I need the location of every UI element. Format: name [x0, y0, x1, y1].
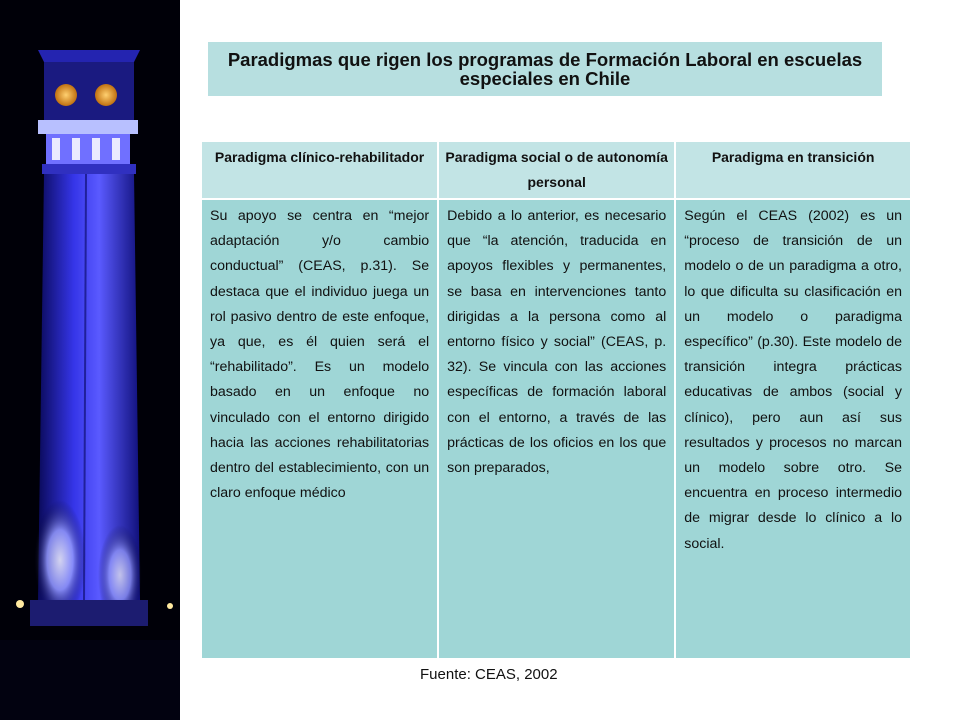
- source-caption: Fuente: CEAS, 2002: [420, 666, 558, 683]
- tower-roof: [38, 50, 140, 62]
- header-cell-transicion: Paradigma en transición: [676, 142, 910, 198]
- header-cell-clinico: Paradigma clínico-rehabilitador: [202, 142, 437, 198]
- clock-face-left-icon: [55, 84, 77, 106]
- clock-face-right-icon: [95, 84, 117, 106]
- slide-title: Paradigmas que rigen los programas de Formación Laboral en escuelas especiales en Chile: [227, 49, 863, 89]
- body-cell-transicion: Según el CEAS (2002) es un “proceso de transición de un modelo o de un paradigma a otro, lo que dificulta su clasificación en un modelo o paradigma específico” (p.30). Este modelo de transición integra prácticas educativas de ambos (social y clínico), pero aun así sus resultados y procesos no marcan un modelo sobre otro. Se encuentra en proceso intermedio de migrar desde lo clínico a lo social.: [676, 200, 910, 658]
- table-row: [202, 200, 910, 658]
- table-header-row: [202, 142, 910, 198]
- paradigms-table: [200, 140, 912, 660]
- tower-light-band: [38, 120, 138, 134]
- body-cell-clinico: Su apoyo se centra en “mejor adaptación y/o cambio conductual” (CEAS, p.31). Se destaca que el individuo juega un rol pasivo dentro de este enfoque, ya que, es él quien será el “rehabilitado”. Es un modelo basado en un enfoque no vinculado con el entorno dirigido hacia las acciones rehabilitatorias dentro del establecimiento, con un claro enfoque médico: [202, 200, 437, 658]
- tower-base: [30, 600, 148, 626]
- clock-tower-illustration: [0, 0, 180, 720]
- body-cell-social: Debido a lo anterior, es necesario que “la atención, traducida en apoyos flexibles y permanentes, se basa en intervenciones tanto dirigidas a la persona como al entorno físico y social” (CEAS, p. 32). Se vincula con las acciones específicas de formación laboral con el entorno, a través de las prácticas de los oficios en los que son preparados,: [439, 200, 674, 658]
- header-cell-social: Paradigma social o de autonomía personal: [439, 142, 674, 198]
- clock-tower-photo: [0, 0, 180, 720]
- slide-title-box: [208, 42, 882, 96]
